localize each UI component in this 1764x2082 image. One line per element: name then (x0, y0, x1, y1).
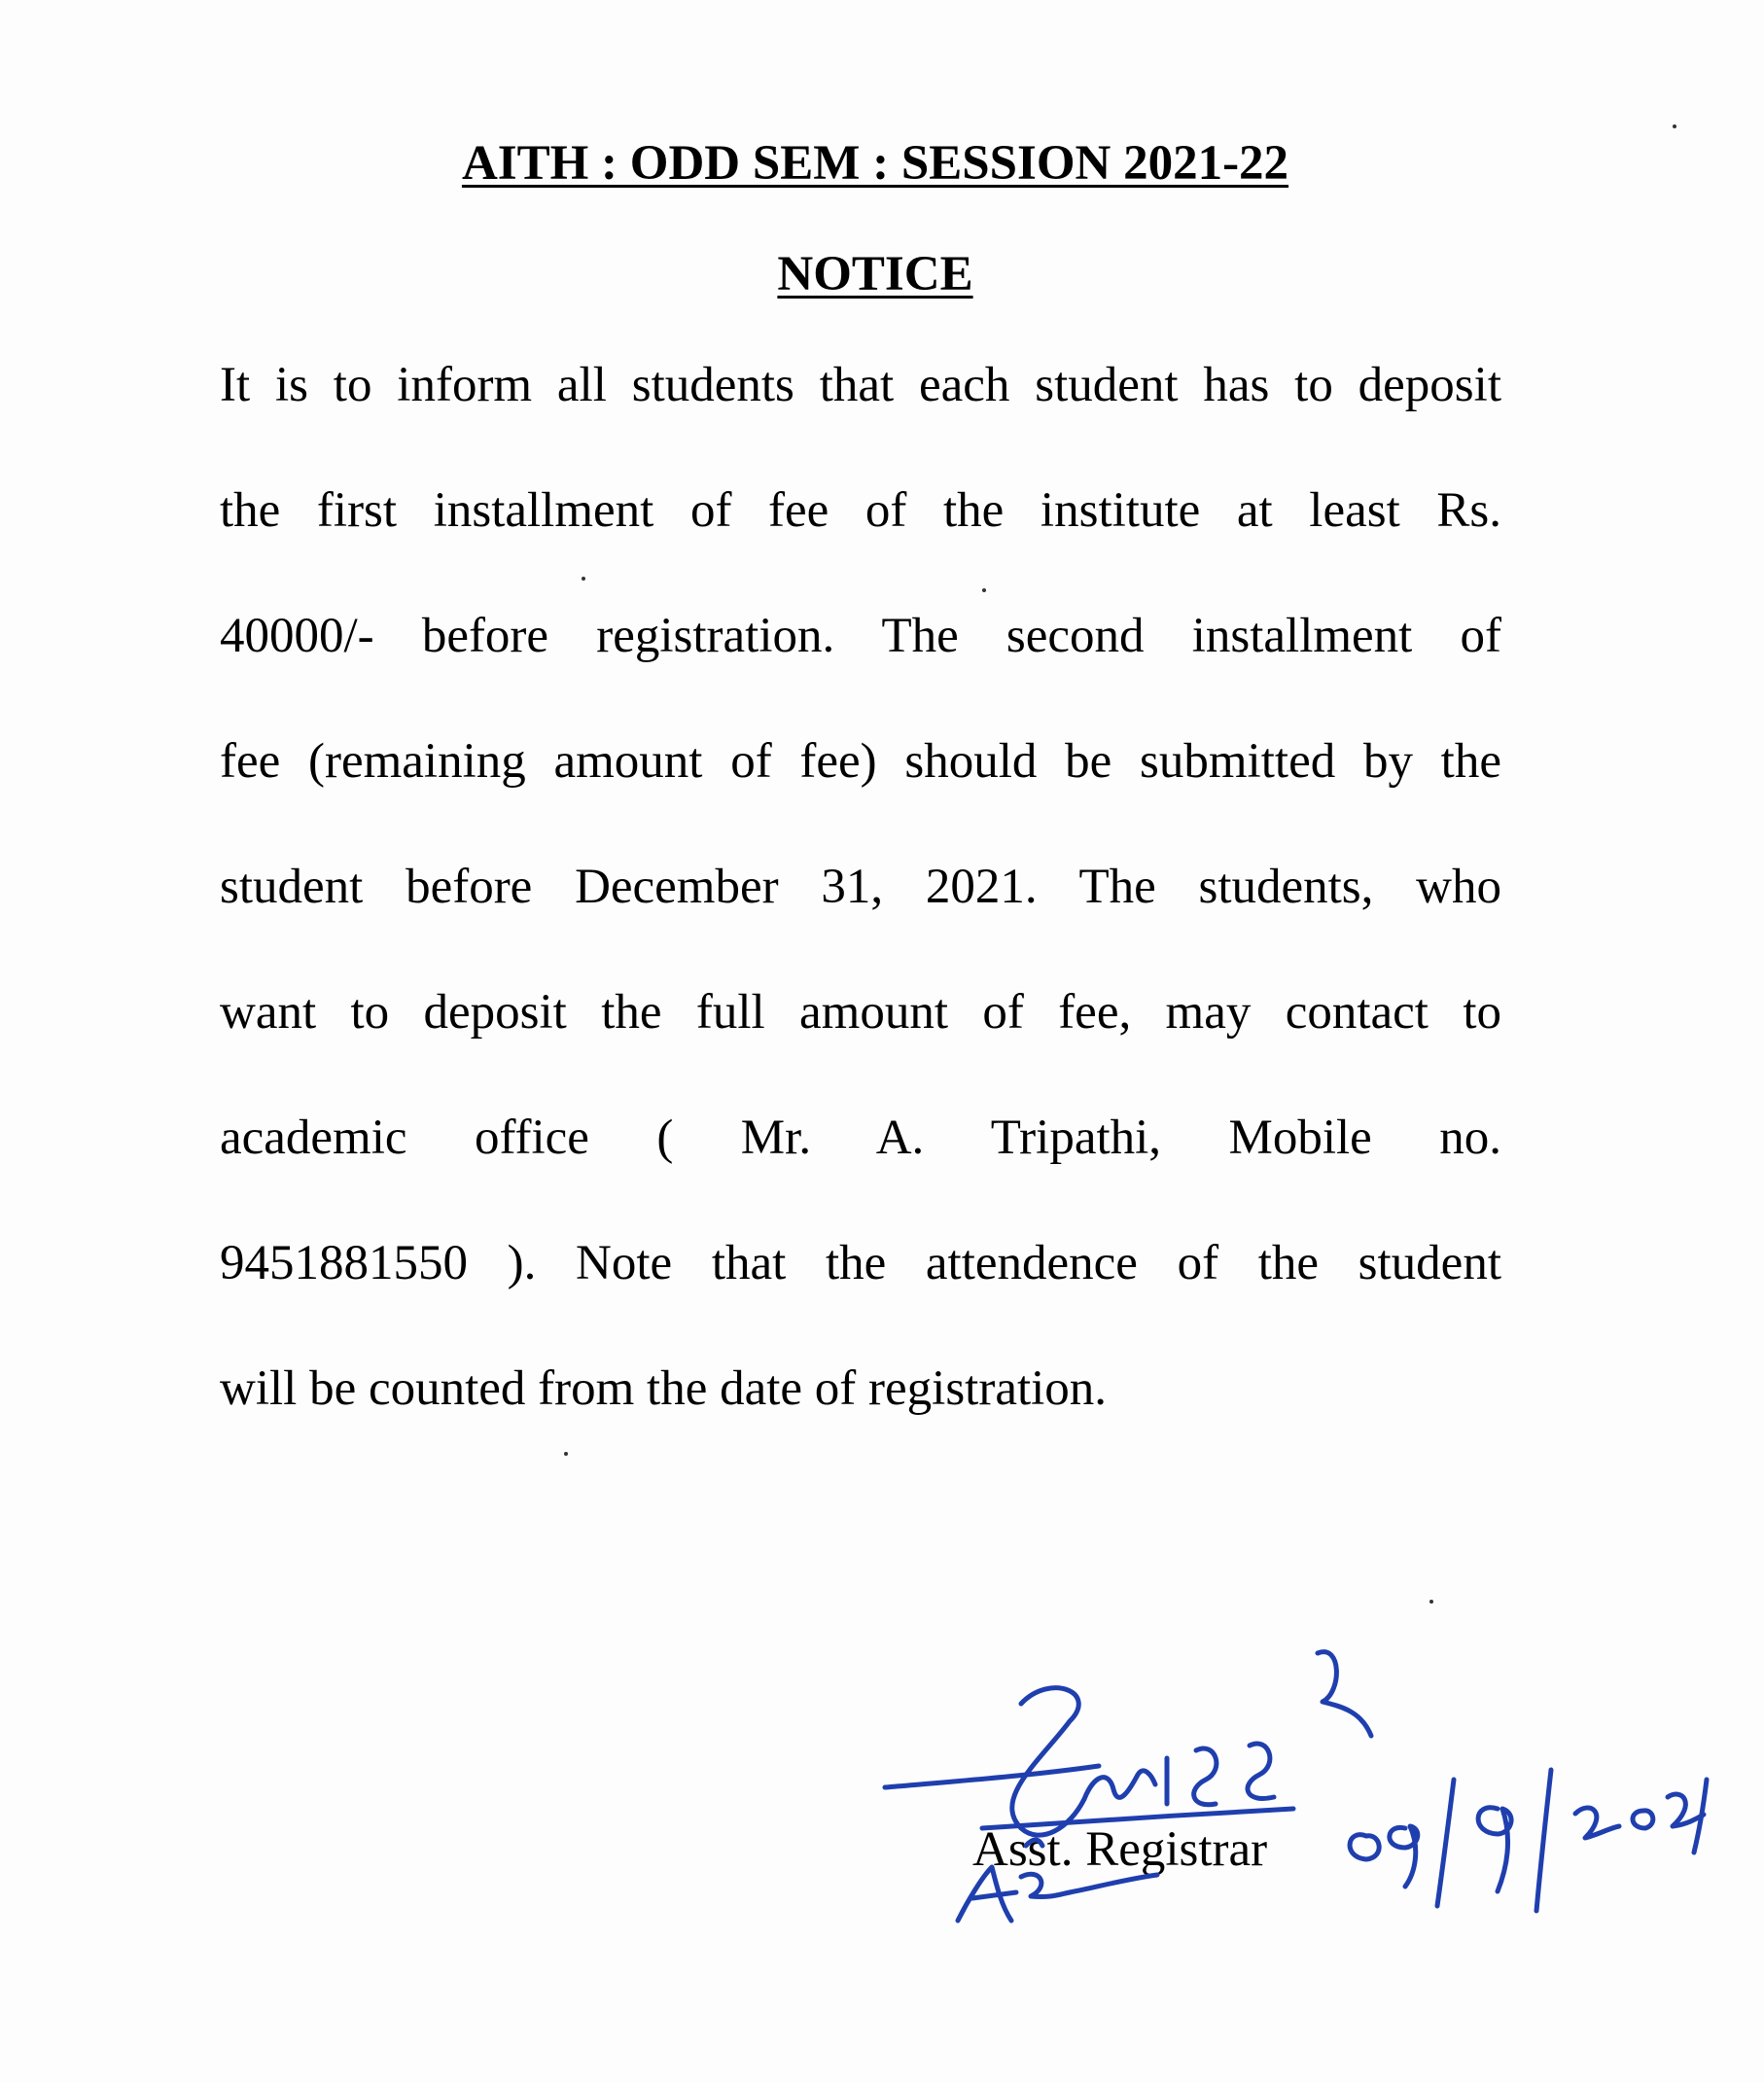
scan-speck (982, 588, 986, 592)
scan-speck (582, 577, 585, 581)
body-line-9: will be counted from the date of registration. (220, 1361, 1108, 1416)
handwritten-signature (875, 1536, 1711, 1974)
body-line-1: It is to inform all students that each student has to deposit (220, 358, 1501, 412)
designation-label: Asst. Registrar (972, 1822, 1268, 1877)
body-line-8: 9451881550 ). Note that the attendence of the student (220, 1236, 1501, 1290)
body-line-7: academic office ( Mr. A. Tripathi, Mobile no. (220, 1111, 1501, 1165)
header-title (0, 134, 1757, 193)
scan-speck (1429, 1600, 1433, 1604)
body-line-6: want to deposit the full amount of fee, may contact to (220, 985, 1501, 1040)
body-line-3: 40000/- before registration. The second installment of (220, 609, 1501, 663)
notice-title-text: NOTICE (777, 247, 973, 301)
notice-title (0, 245, 1757, 303)
body-line-4: fee (remaining amount of fee) should be submitted by the (220, 734, 1501, 789)
scan-speck (564, 1452, 568, 1456)
scan-speck (1673, 124, 1676, 128)
body-line-2: the first installment of fee of the institute at least Rs. (220, 483, 1501, 538)
body-line-5: student before December 31, 2021. The students, who (220, 860, 1501, 914)
header-title-text: AITH : ODD SEM : SESSION 2021-22 (461, 136, 1289, 191)
signature-ink (875, 1536, 1711, 1974)
